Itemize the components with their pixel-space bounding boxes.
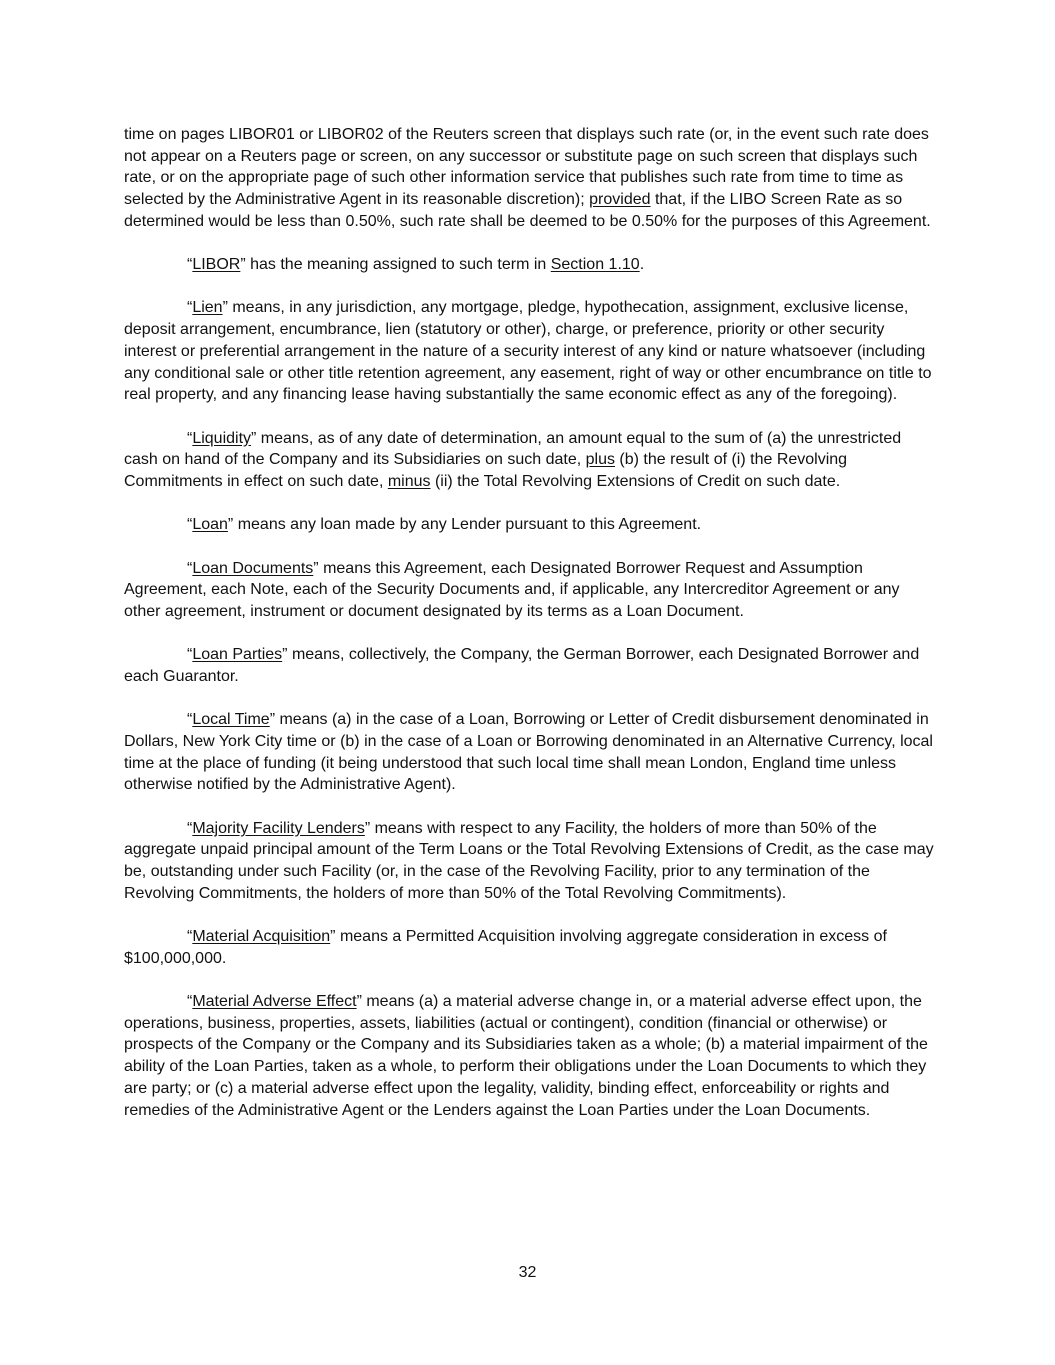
page-number: 32 [518,1264,537,1281]
paragraph-text: “ [187,711,193,729]
defined-term: Loan Documents [192,559,314,577]
definition-paragraph-majority-facility-lenders [124,818,934,905]
defined-term: Section 1.10 [550,256,640,274]
paragraph-text: “ [187,516,193,534]
definition-paragraph-libor [124,254,934,276]
paragraph-text: ” means, in any jurisdiction, any mortgage, pledge, hypothecation, assignment, exclusive license, deposit arrangement, encumbrance, lien (statutory or other), charge, or preference, priority or other security interest or preferential arrangement in the nature of a security interest of any kind or nature whatsoever (including any conditional sale or other title retention agreement, any easement, right of way or other encumbrance on title to real property, and any financing lease having substantially the same economic effect as any of the foregoing). [124,299,932,404]
definition-paragraph-local-time [124,709,934,796]
paragraph-text: “ [187,646,193,664]
definition-paragraph-loan-documents [124,558,934,623]
defined-term: Loan Parties [192,646,283,664]
paragraph-text: “ [187,559,193,577]
defined-term: Local Time [192,711,270,729]
document-page [124,124,934,1143]
defined-term: LIBOR [192,256,241,274]
paragraph-text: time on pages LIBOR01 or LIBOR02 of the Reuters screen that displays such rate (or, in the event such rate does not appear on a Reuters page or screen, on any successor or substitute page on such screen that displays such rate, or on the appropriate page of such other information service that publishes such rate from time to time as selected by the Administrative Agent in its reasonable discretion); [124,126,929,209]
paragraph-text: ” means, as of any date of determination, an amount equal to the sum of (a) the unrestricted cash on hand of the Company and its Subsidiaries on such date, [124,429,902,469]
paragraph-text: “ [187,256,193,274]
paragraph-text: ” means (a) a material adverse change in, or a material adverse effect upon, the operations, business, properties, assets, liabilities (actual or contingent), condition (financial or otherwise) or prospects of the Company or the Company and its Subsidiaries taken as a whole; (b) a material impairment of the ability of the Loan Parties, taken as a whole, to perform their obligations under the Loan Documents to which they are party; or (c) a material adverse effect upon the legality, validity, binding effect, enforceability or rights and remedies of the Administrative Agent or the Lenders against the Loan Parties under the Loan Documents. [124,993,928,1119]
paragraph-text: “ [187,993,193,1011]
defined-term: Lien [192,299,223,317]
paragraph-text: . [639,256,645,274]
paragraph-text: (b) the result of (i) the Revolving Commitments in effect on such date, [124,451,848,490]
paragraph-text: “ [187,928,193,946]
paragraph-text: ” means, collectively, the Company, the German Borrower, each Designated Borrower and each Guarantor. [124,646,920,685]
paragraph-text: ” means with respect to any Facility, the holders of more than 50% of the aggregate unpaid principal amount of the Term Loans or the Total Revolving Extensions of Credit, as the case may be, outstanding under such Facility (or, in the case of the Revolving Facility, prior to any termination of the Revolving Commitments, the holders of more than 50% of the Total Revolving Commitments). [124,819,934,902]
paragraph-text: ” means (a) in the case of a Loan, Borrowing or Letter of Credit disbursement denominated in Dollars, New York City time or (b) in the case of a Loan or Borrowing denominated in an Alternative Currency, local time at the place of funding (it being understood that such local time shall mean London, England time unless otherwise notified by the Administrative Agent). [124,711,933,794]
definition-paragraph-libo-screen-rate-cont [124,124,934,233]
definition-paragraph-loan [124,514,934,536]
paragraph-text: ” has the meaning assigned to such term in [240,256,551,274]
definition-paragraph-material-adverse-effect [124,991,934,1121]
definition-paragraph-lien [124,297,934,406]
paragraph-text: “ [187,299,193,317]
defined-term: minus [387,472,431,490]
paragraph-text: “ [187,429,193,447]
defined-term: Majority Facility Lenders [192,819,365,837]
paragraph-text: ” means this Agreement, each Designated Borrower Request and Assumption Agreement, each Note, each of the Security Documents and, if applicable, any Intercreditor Agreement or any other agreement, instrument or document designated by its terms as a Loan Document. [124,559,900,620]
paragraph-text: ” means any loan made by any Lender pursuant to this Agreement. [227,516,702,534]
defined-term: Loan [192,516,228,534]
defined-term: Material Adverse Effect [192,993,357,1011]
definition-paragraph-loan-parties [124,644,934,687]
paragraph-text: (ii) the Total Revolving Extensions of Credit on such date. [430,472,841,490]
definition-paragraph-liquidity [124,428,934,493]
defined-term: provided [589,191,651,209]
paragraph-text: that, if the LIBO Screen Rate as so determined would be less than 0.50%, such rate shall be deemed to be 0.50% for the purposes of this Agreement. [124,191,931,230]
defined-term: Liquidity [192,429,252,447]
paragraph-text: ” means a Permitted Acquisition involving aggregate consideration in excess of $100,000,000. [124,928,887,967]
defined-term: Material Acquisition [192,928,331,946]
defined-term: plus [585,451,615,469]
paragraph-text: “ [187,819,193,837]
definition-paragraph-material-acquisition [124,926,934,969]
